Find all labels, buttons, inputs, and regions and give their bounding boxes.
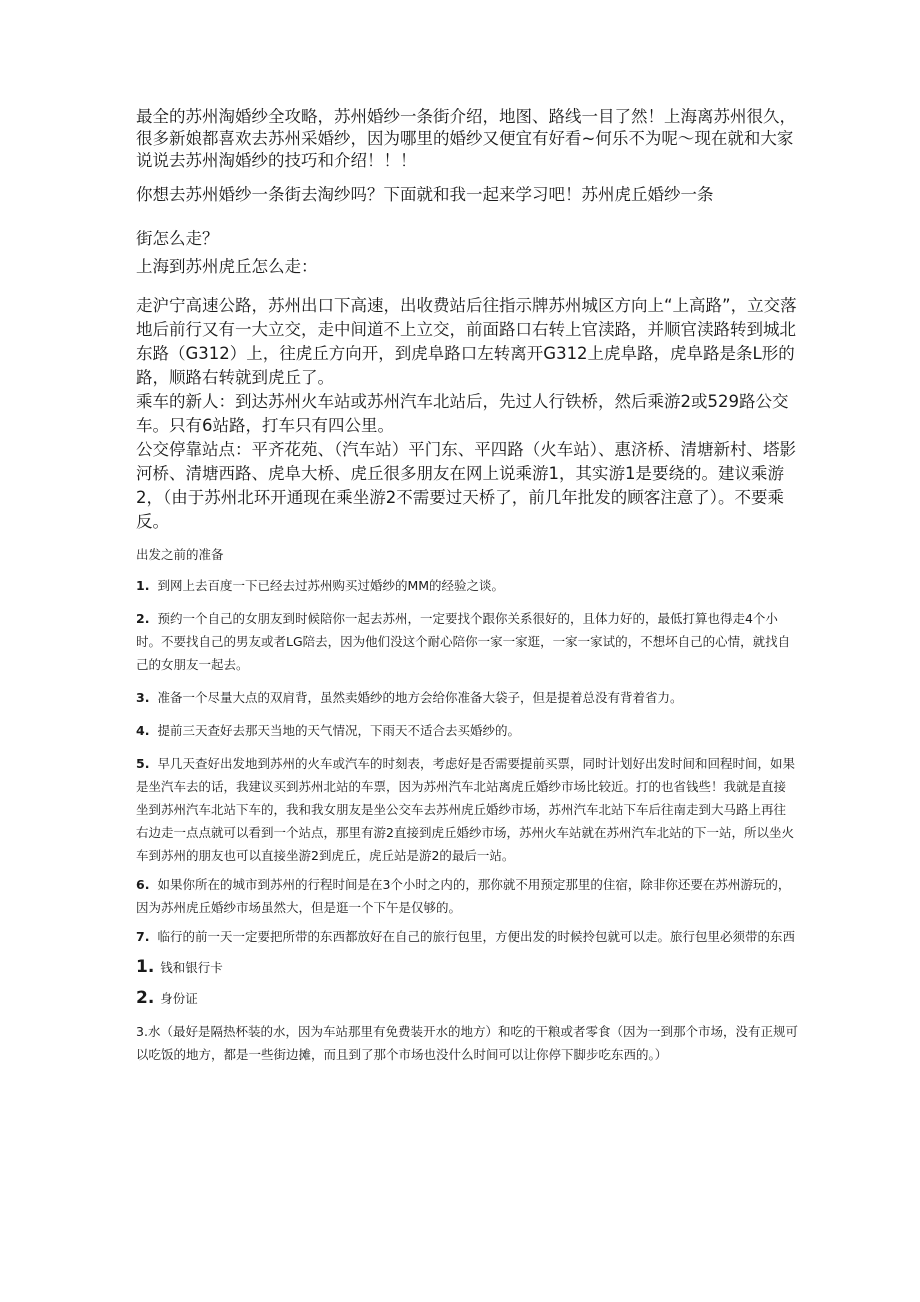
pack-item-number: 2.: [136, 988, 155, 1008]
list-item-number: 1.: [136, 578, 150, 593]
list-item-text: 早几天查好出发地到苏州的火车或汽车的时刻表，考虑好是否需要提前买票，同时计划好出发时间和回程时间，如果是坐汽车去的话，我建议买到苏州北站的车票，因为苏州汽车北站离虎丘婚纱市场比较近。打的也省钱些！我就是直接坐到苏州汽车北站下车的，我和我女朋友是坐公交车去苏州虎丘婚纱市场，苏州汽车北站下车后往南走到大马路上再往右边走一点点就可以看到一个站点，那里有游2直接到虎丘婚纱市场，苏州火车站就在苏州汽车北站的下一站，所以坐火车到苏州的朋友也可以直接坐游2到虎丘，虎丘站是游2的最后一站。: [136, 756, 795, 863]
preparation-list: [136, 574, 798, 948]
list-item-text: 预约一个自己的女朋友到时候陪你一起去苏州，一定要找个跟你关系很好的，且体力好的，最低打算也得走4个小时。不要找自己的男友或者LG陪去，因为他们没这个耐心陪你一家一家逛，一家一家试的，不想坏自己的心情，就找自己的女朋友一起去。: [136, 611, 791, 672]
list-item-number: 5.: [136, 756, 150, 771]
pack-item: [136, 956, 798, 979]
question-line-2: 街怎么走？: [136, 229, 219, 248]
route-stops-paragraph: 公交停靠站点：平齐花苑、（汽车站）平门东、平四路（火车站）、惠济桥、清塘新村、塔影河桥、清塘西路、虎阜大桥、虎丘很多朋友在网上说乘游1，其实游1是要绕的。建议乘游2，（由于苏州北环开通现在乘坐游2不需要过天桥了，前几年批发的顾客注意了）。不要乘反。: [136, 440, 796, 531]
list-item: [136, 719, 798, 742]
packing-list: [136, 956, 798, 1066]
list-item: [136, 607, 798, 676]
pack-item-text: 水（最好是隔热杯装的水，因为车站那里有免费装开水的地方）和吃的干粮或者零食（因为一到那个市场，没有正规可以吃饭的地方，都是一些街边摊，而且到了那个市场也没什么时间可以让你停下脚步吃东西的。）: [136, 1024, 798, 1062]
list-item-number: 3.: [136, 690, 150, 705]
pack-item-text: 身份证: [160, 991, 198, 1006]
document-page: [136, 100, 798, 1066]
question-line-1: 你想去苏州婚纱一条街去淘纱吗？下面就和我一起来学习吧！苏州虎丘婚纱一条: [136, 185, 714, 204]
list-item: [136, 873, 798, 919]
route-drive-paragraph: 走沪宁高速公路，苏州出口下高速，出收费站后往指示牌苏州城区方向上“上高路”，立交落地后前行又有一大立交，走中间道不上立交，前面路口右转上官渎路，并顺官渎路转到城北东路（G312）上，往虎丘方向开，到虎阜路口左转离开G312上虎阜路，虎阜路是条L形的路，顺路右转就到虎丘了。: [136, 296, 797, 387]
list-item-number: 7.: [136, 929, 150, 944]
list-item: [136, 925, 798, 948]
pack-item-number: 1.: [136, 957, 155, 977]
list-item-text: 如果你所在的城市到苏州的行程时间是在3个小时之内的，那你就不用预定那里的住宿，除非你还要在苏州游玩的，因为苏州虎丘婚纱市场虽然大，但是逛一个下午是仅够的。: [136, 877, 791, 915]
list-item-number: 6.: [136, 877, 150, 892]
list-item-text: 准备一个尽量大点的双肩背，虽然卖婚纱的地方会给你准备大袋子，但是提着总没有背着省力。: [157, 690, 683, 705]
list-item: [136, 752, 798, 867]
list-item-text: 到网上去百度一下已经去过苏州购买过婚纱的MM的经验之谈。: [157, 578, 505, 593]
route-section: [136, 294, 798, 534]
pack-item-text: 钱和银行卡: [160, 960, 223, 975]
list-item-text: 临行的前一天一定要把所带的东西都放好在自己的旅行包里，方便出发的时候拎包就可以走。旅行包里必须带的东西: [157, 929, 795, 944]
list-item-number: 4.: [136, 723, 150, 738]
pack-item-number: 3.: [136, 1024, 148, 1039]
pack-item: [136, 1020, 798, 1066]
section-title: 出发之前的准备: [136, 547, 224, 562]
list-item-number: 2.: [136, 611, 150, 626]
intro-paragraph: 最全的苏州淘婚纱全攻略，苏州婚纱一条街介绍，地图、路线一目了然！上海离苏州很久，很多新娘都喜欢去苏州采婚纱，因为哪里的婚纱又便宜有好看~何乐不为呢～现在就和大家说说去苏州淘婚纱的技巧和介绍！！！: [136, 107, 796, 170]
list-item: [136, 686, 798, 709]
list-item-text: 提前三天查好去那天当地的天气情况，下雨天不适合去买婚纱的。: [157, 723, 520, 738]
route-bus-paragraph: 乘车的新人：到达苏州火车站或苏州汽车北站后，先过人行铁桥，然后乘游2或529路公交车。只有6站路，打车只有四公里。: [136, 392, 789, 435]
pack-item: [136, 987, 798, 1010]
list-item: [136, 574, 798, 597]
question-line-3: 上海到苏州虎丘怎么走：: [136, 257, 318, 276]
